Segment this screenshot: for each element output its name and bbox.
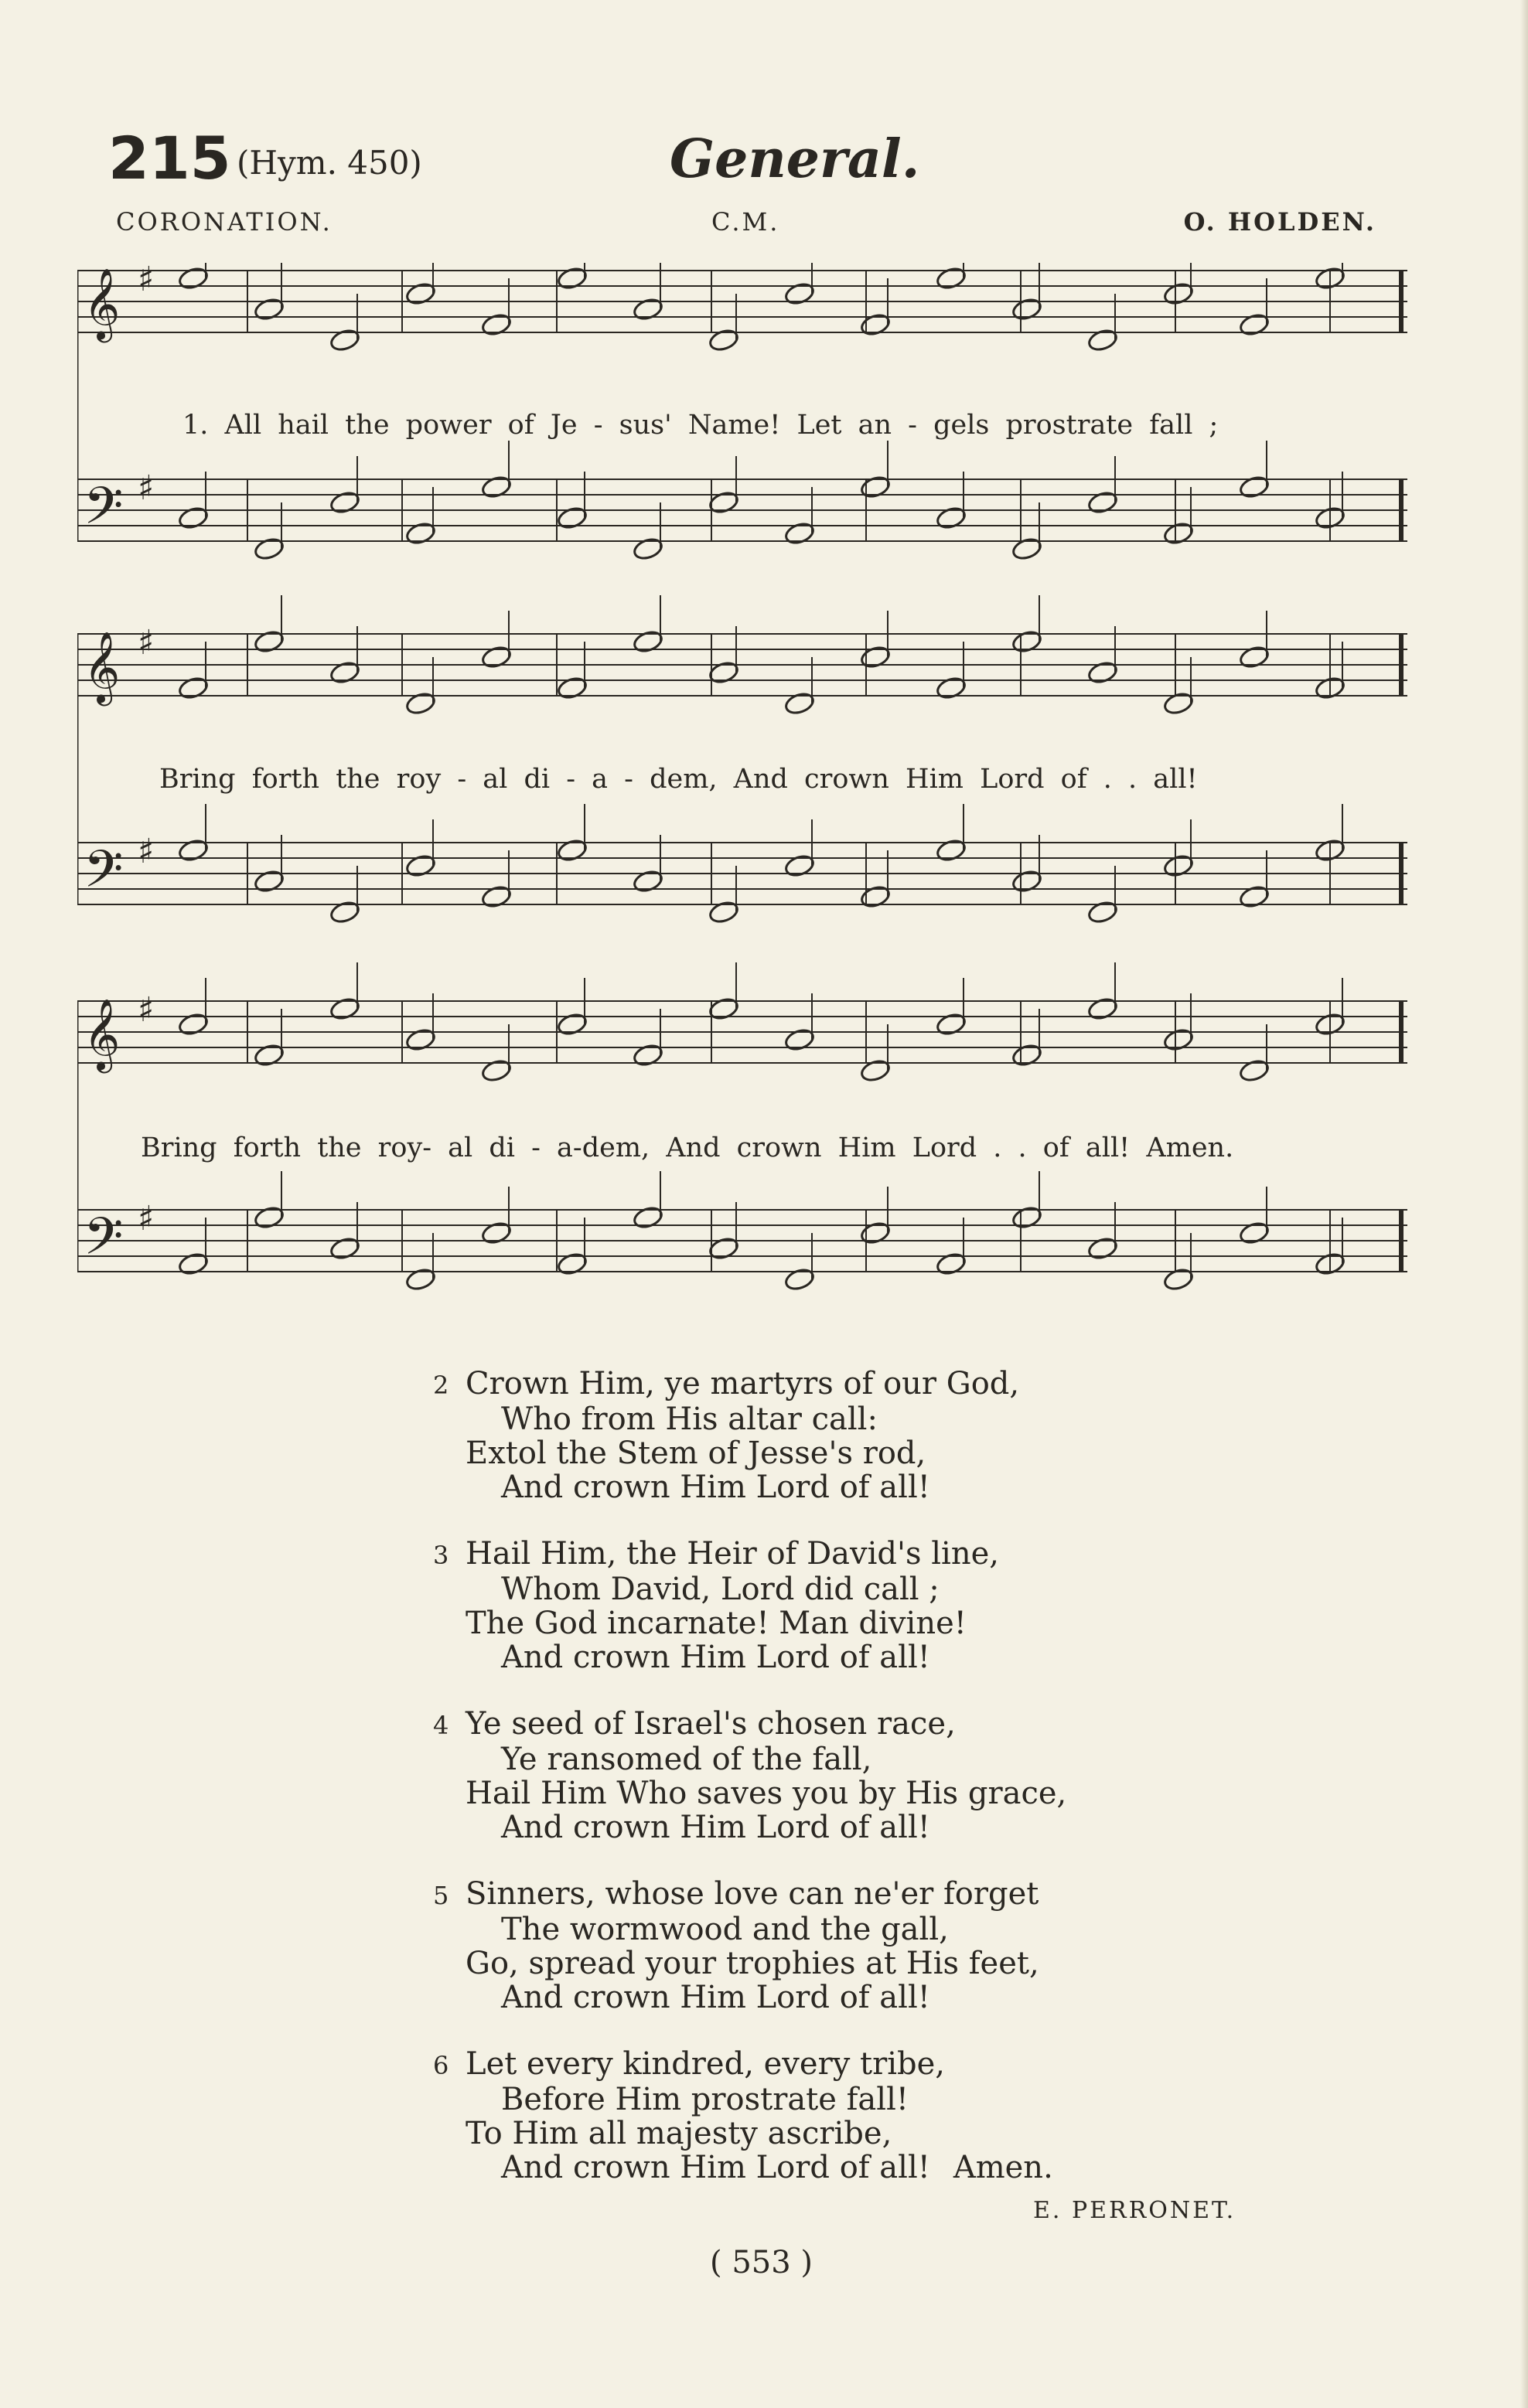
bass-clef: 𝄢	[84, 476, 124, 548]
verse-number: 6	[433, 2051, 449, 2080]
note-head	[1238, 1221, 1270, 1246]
page-number: ( 553 )	[710, 2245, 813, 2280]
note-head	[1086, 996, 1118, 1022]
note-head	[177, 1252, 209, 1277]
verse-number: 2	[433, 1371, 449, 1400]
note-head	[859, 645, 891, 670]
verses	[433, 1367, 1284, 2217]
treble-clef: 𝄞	[84, 631, 121, 703]
note-head	[1162, 1027, 1194, 1053]
note-head	[253, 869, 285, 894]
note-head	[1011, 629, 1042, 655]
note-head	[632, 1205, 663, 1231]
note-head	[859, 1221, 891, 1246]
note-head	[1086, 1236, 1118, 1262]
amen: Amen.	[953, 2150, 1053, 2185]
verse-6	[433, 2047, 1284, 2185]
verse-line: The God incarnate! Man divine!	[466, 1606, 967, 1641]
note-head	[329, 996, 360, 1022]
note-head	[1086, 900, 1118, 925]
note-head	[783, 1027, 815, 1053]
verse-line: And crown Him Lord of all!	[501, 1980, 930, 2015]
note-head	[1238, 1058, 1270, 1084]
note-head	[253, 1205, 285, 1231]
note-head	[404, 521, 436, 547]
note-head	[783, 1267, 815, 1293]
note-head	[1086, 660, 1118, 686]
note-head	[404, 691, 436, 717]
note-head	[556, 266, 588, 291]
meter: C.M.	[711, 207, 780, 237]
treble-clef: 𝄞	[84, 998, 121, 1070]
note-head	[632, 1043, 663, 1068]
lyric-line-2: Bring forth the roy - al di - a - dem, And crown Him Lord of . . all!	[159, 764, 1198, 795]
verse-line: To Him all majesty ascribe,	[466, 2116, 892, 2151]
note-head	[632, 629, 663, 655]
verse-line: The wormwood and the gall,	[501, 1912, 949, 1947]
note-head	[935, 506, 967, 531]
hymn-reference: (Hym. 450)	[237, 144, 422, 182]
verse-line: Who from His altar call:	[501, 1402, 878, 1437]
note-head	[935, 1252, 967, 1277]
note-head	[404, 1267, 436, 1293]
note-head	[1238, 645, 1270, 670]
tune-meta	[116, 207, 1376, 246]
verse-2	[433, 1367, 1284, 1504]
note-head	[1086, 328, 1118, 353]
note-head	[1011, 536, 1042, 562]
note-head	[177, 838, 209, 863]
note-head	[480, 1221, 512, 1246]
verse-line: Before Him prostrate fall!	[501, 2082, 909, 2117]
note-head	[177, 506, 209, 531]
note-head	[783, 853, 815, 879]
note-head	[253, 1043, 285, 1068]
note-head	[1011, 1043, 1042, 1068]
verse-5	[433, 1877, 1284, 2015]
verse-line: And crown Him Lord of all!	[501, 2150, 930, 2185]
verse-line: Hail Him, the Heir of David's line,	[466, 1536, 999, 1572]
note-head	[329, 490, 360, 516]
verse-line: Ye seed of Israel's chosen race,	[466, 1706, 956, 1742]
note-head	[177, 676, 209, 701]
note-head	[1162, 853, 1194, 879]
note-head	[1162, 521, 1194, 547]
note-head	[1011, 869, 1042, 894]
note-head	[480, 475, 512, 500]
note-head	[1162, 281, 1194, 307]
hymn-number: 215	[108, 124, 231, 192]
note-head	[329, 660, 360, 686]
note-head	[1086, 490, 1118, 516]
note-head	[859, 312, 891, 338]
page-edge	[1520, 0, 1528, 2408]
note-head	[480, 312, 512, 338]
note-head	[708, 900, 739, 925]
verse-line: And crown Him Lord of all!	[501, 1470, 930, 1505]
note-head	[1238, 884, 1270, 910]
page-header	[108, 124, 1423, 201]
note-head	[480, 645, 512, 670]
note-head	[404, 1027, 436, 1053]
note-head	[253, 629, 285, 655]
note-head	[480, 1058, 512, 1084]
sharp-sign: ♯	[138, 832, 155, 871]
verse-line: Let every kindred, every tribe,	[466, 2046, 945, 2082]
note-head	[329, 900, 360, 925]
bass-clef: 𝄢	[84, 840, 124, 911]
verse-4	[433, 1707, 1284, 1844]
note-head	[859, 884, 891, 910]
note-head	[708, 328, 739, 353]
tune-name: CORONATION.	[116, 207, 333, 237]
verse-line: Ye ransomed of the fall,	[501, 1742, 872, 1777]
note-head	[480, 884, 512, 910]
note-head	[329, 328, 360, 353]
note-head	[708, 490, 739, 516]
note-head	[859, 475, 891, 500]
verse-line: And crown Him Lord of all!	[501, 1810, 930, 1845]
verse-number: 5	[433, 1881, 449, 1910]
sharp-sign: ♯	[138, 263, 155, 299]
note-head	[935, 266, 967, 291]
verse-line: And crown Him Lord of all!	[501, 1640, 930, 1675]
verse-number: 3	[433, 1541, 449, 1570]
note-head	[783, 691, 815, 717]
note-head	[632, 297, 663, 322]
bass-clef: 𝄢	[84, 1207, 124, 1279]
lyric-line-3: Bring forth the roy- al di - a-dem, And crown Him Lord . . of all! Amen.	[141, 1132, 1234, 1163]
section-title: General.	[670, 128, 920, 190]
note-head	[783, 281, 815, 307]
verse-line: Extol the Stem of Jesse's rod,	[466, 1436, 926, 1471]
note-head	[404, 853, 436, 879]
treble-clef: 𝄞	[84, 267, 121, 339]
note-head	[859, 1058, 891, 1084]
note-head	[1162, 691, 1194, 717]
note-head	[1238, 475, 1270, 500]
composer: O. HOLDEN.	[1183, 207, 1376, 237]
note-head	[1162, 1267, 1194, 1293]
note-head	[556, 1012, 588, 1037]
note-head	[1011, 297, 1042, 322]
verse-line: Sinners, whose love can ne'er forget	[466, 1876, 1039, 1912]
author: E. PERRONET.	[1033, 2197, 1236, 2224]
note-head	[556, 506, 588, 531]
verse-number: 4	[433, 1711, 449, 1740]
note-head	[708, 996, 739, 1022]
note-head	[632, 869, 663, 894]
note-head	[708, 1236, 739, 1262]
note-head	[1238, 312, 1270, 338]
note-head	[935, 1012, 967, 1037]
sharp-sign: ♯	[138, 990, 155, 1030]
verse-3	[433, 1537, 1284, 1674]
note-head	[708, 660, 739, 686]
note-head	[253, 297, 285, 322]
note-head	[935, 838, 967, 863]
note-head	[556, 838, 588, 863]
note-head	[253, 536, 285, 562]
lyric-line-1: 1. All hail the power of Je - sus' Name! Let an - gels prostrate fall ;	[182, 410, 1219, 441]
note-head	[632, 536, 663, 562]
sharp-sign: ♯	[138, 623, 155, 662]
verse-line: Hail Him Who saves you by His grace,	[466, 1776, 1067, 1811]
note-head	[329, 1236, 360, 1262]
note-head	[556, 676, 588, 701]
sharp-sign: ♯	[138, 1199, 155, 1238]
note-head	[177, 266, 209, 291]
verse-line: Whom David, Lord did call ;	[501, 1572, 940, 1607]
note-head	[404, 281, 436, 307]
verse-line: Go, spread your trophies at His feet,	[466, 1946, 1039, 1981]
note-head	[556, 1252, 588, 1277]
sharp-sign: ♯	[138, 468, 155, 508]
note-head	[935, 676, 967, 701]
note-head	[177, 1012, 209, 1037]
verse-line: Crown Him, ye martyrs of our God,	[466, 1366, 1020, 1402]
note-head	[783, 521, 815, 547]
note-head	[1011, 1205, 1042, 1231]
